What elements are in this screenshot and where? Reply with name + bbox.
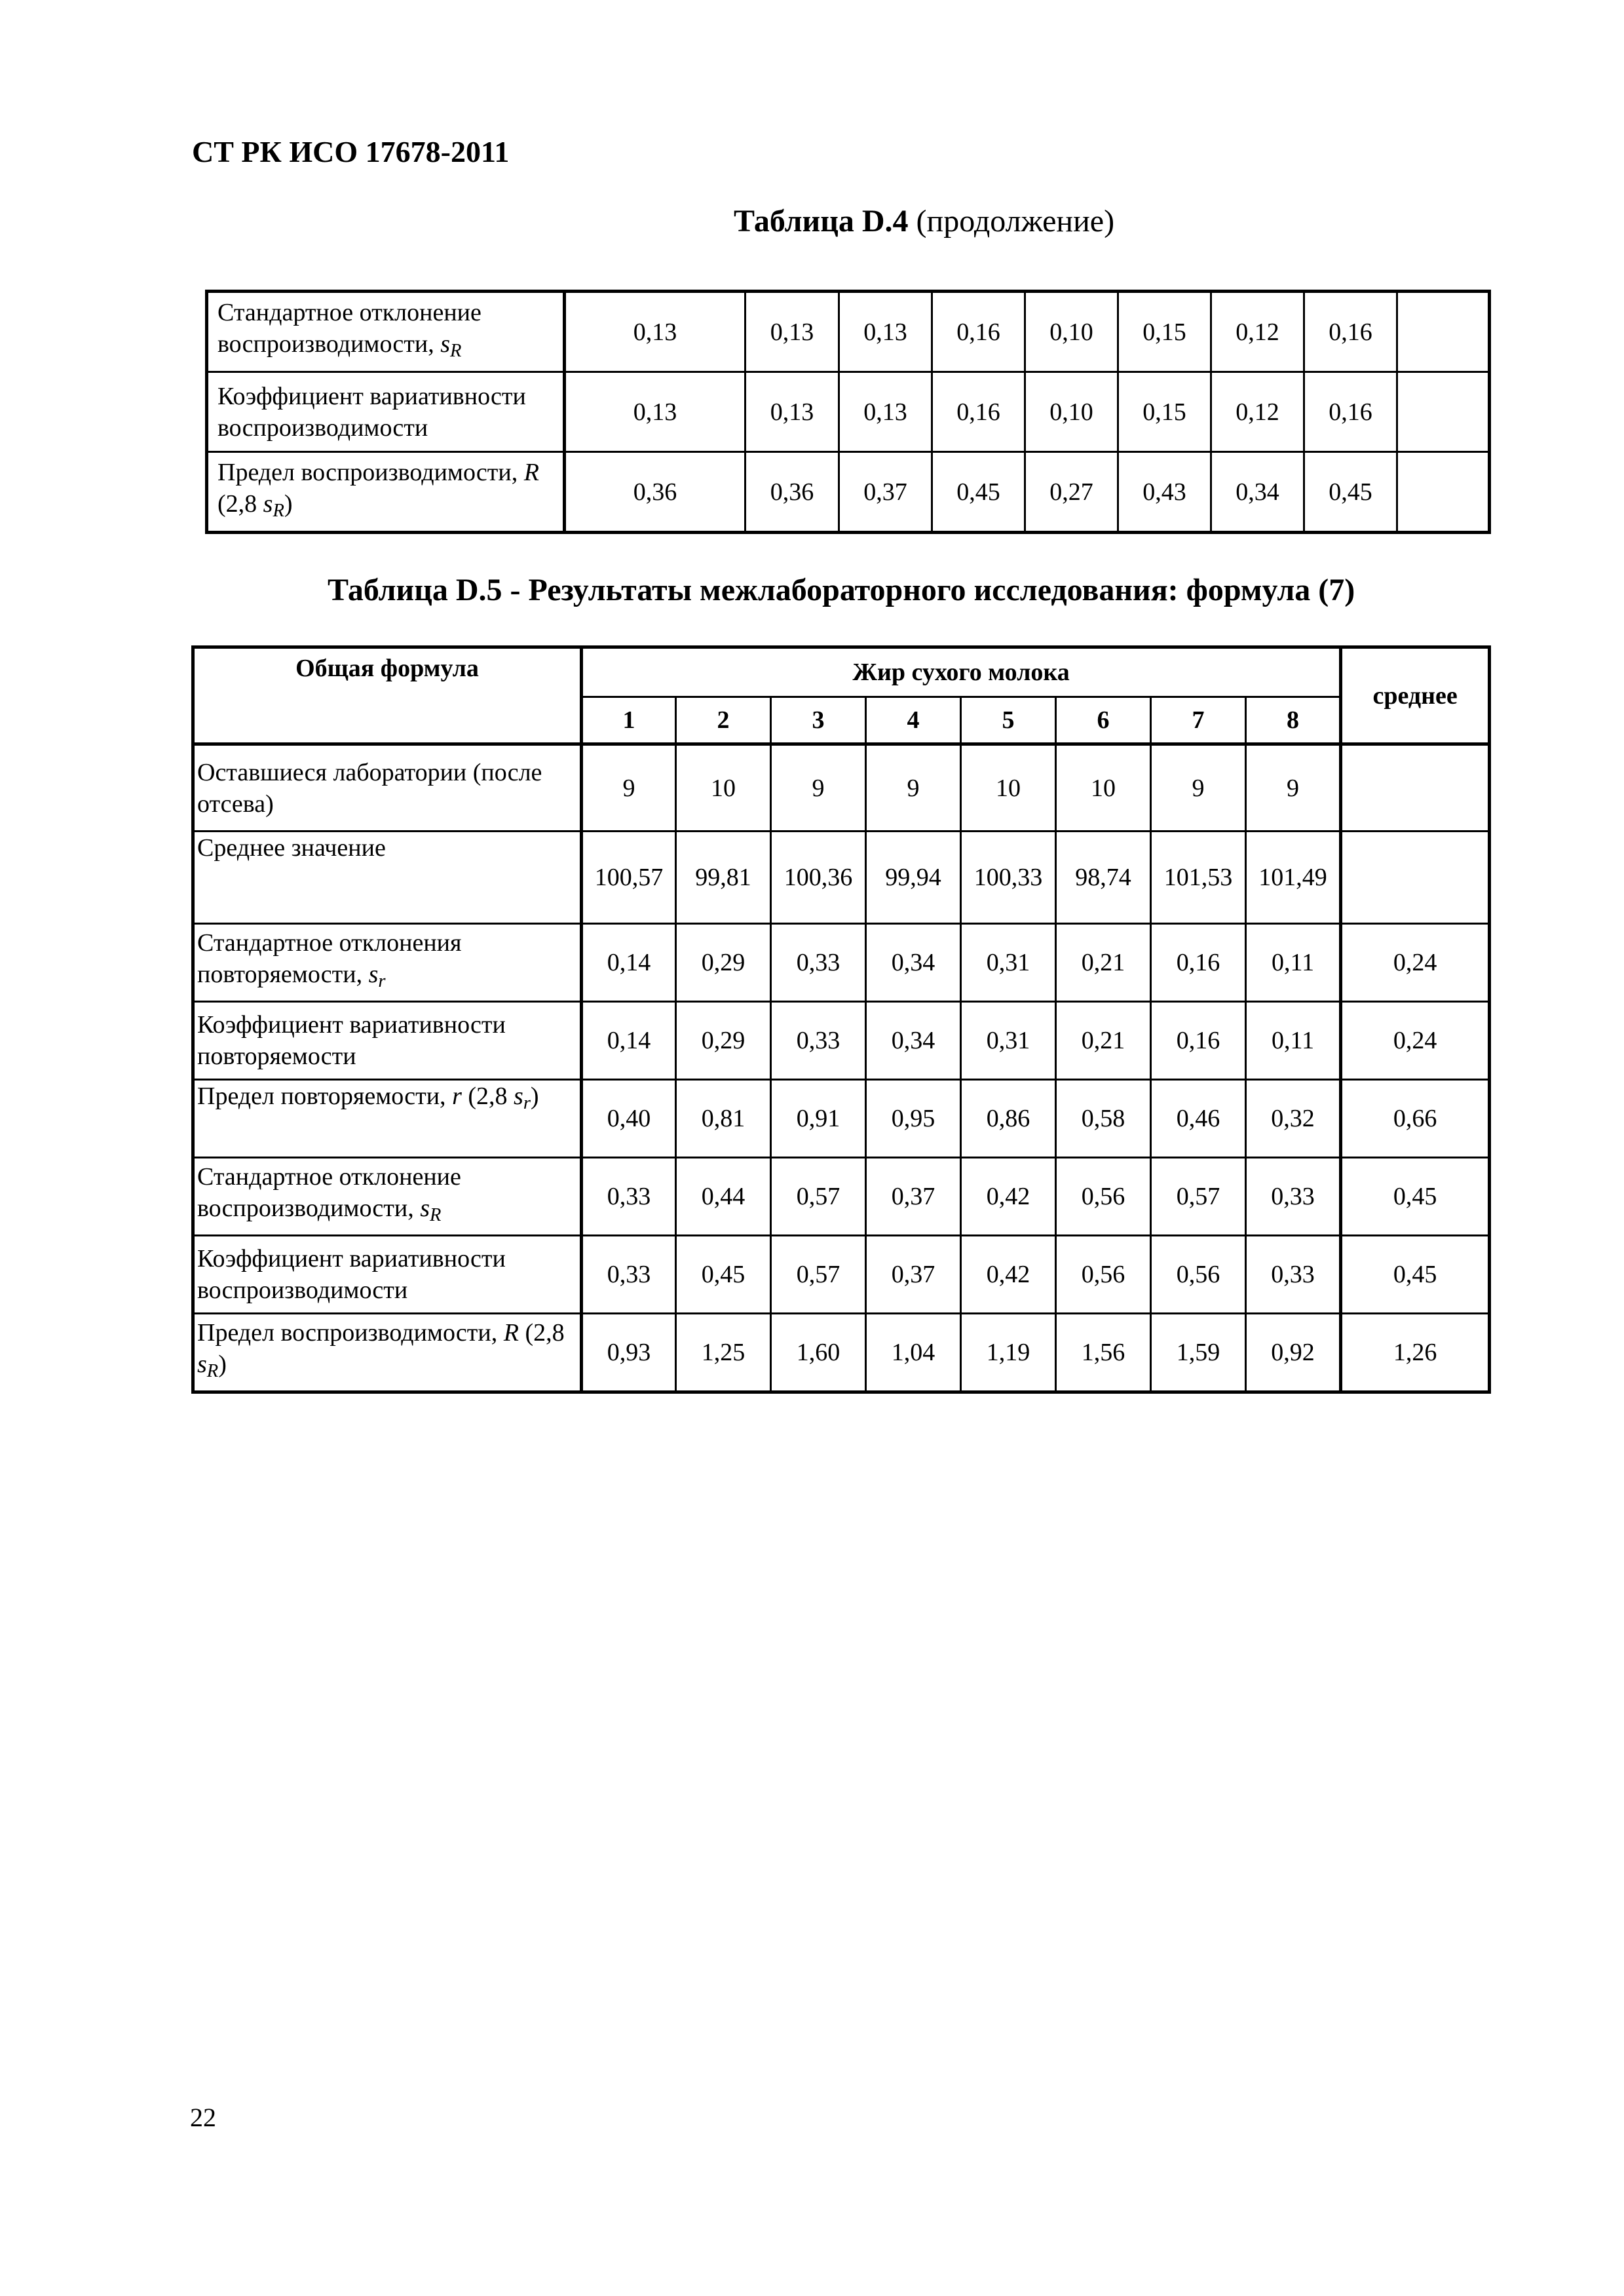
table-cell: 0,10 xyxy=(1025,372,1118,452)
table-cell: 0,16 xyxy=(932,292,1025,372)
table-cell xyxy=(1341,744,1490,832)
table-cell: 0,34 xyxy=(866,924,961,1002)
table-cell: 0,92 xyxy=(1246,1314,1341,1392)
table-cell: 0,57 xyxy=(771,1236,866,1314)
column-header: 8 xyxy=(1246,697,1341,744)
table-cell: 0,29 xyxy=(676,924,771,1002)
table-cell: 0,34 xyxy=(866,1002,961,1080)
table-cell: 0,13 xyxy=(565,372,746,452)
table-cell: 0,37 xyxy=(866,1236,961,1314)
table-cell: 0,14 xyxy=(582,1002,676,1080)
table-cell: 0,33 xyxy=(582,1236,676,1314)
column-header: 5 xyxy=(961,697,1056,744)
column-header: 4 xyxy=(866,697,961,744)
table-cell: 98,74 xyxy=(1056,832,1151,924)
table-cell: 0,34 xyxy=(1211,452,1304,533)
row-label: Коэффициент вариативности повторяемости xyxy=(193,1002,582,1080)
column-header: 7 xyxy=(1151,697,1246,744)
table-cell: 0,33 xyxy=(1246,1158,1341,1236)
table-cell: 0,16 xyxy=(1151,924,1246,1002)
table-cell xyxy=(1397,452,1490,533)
table-cell: 101,49 xyxy=(1246,832,1341,924)
table-cell: 0,42 xyxy=(961,1158,1056,1236)
table-d4-caption xyxy=(734,203,1114,239)
table-cell: 0,81 xyxy=(676,1080,771,1158)
table-cell: 0,56 xyxy=(1056,1158,1151,1236)
table-cell: 0,37 xyxy=(866,1158,961,1236)
table-cell: 0,13 xyxy=(565,292,746,372)
table-row xyxy=(193,1080,1490,1158)
table-cell: 0,36 xyxy=(746,452,839,533)
table-cell: 100,33 xyxy=(961,832,1056,924)
table-cell: 0,16 xyxy=(1304,372,1397,452)
row-label: Коэффициент вариативности воспроизводимости xyxy=(193,1236,582,1314)
table-cell: 0,36 xyxy=(565,452,746,533)
row-label: Стандартное отклонения повторяемости, $s_r$ xyxy=(193,924,582,1002)
table-cell: 0,13 xyxy=(839,292,932,372)
table-cell: 1,59 xyxy=(1151,1314,1246,1392)
table-cell: 99,94 xyxy=(866,832,961,924)
column-header-formula: Общая формула xyxy=(193,647,582,744)
table-cell: 0,56 xyxy=(1056,1236,1151,1314)
table-cell: 0,13 xyxy=(839,372,932,452)
table-cell: 1,56 xyxy=(1056,1314,1151,1392)
table-cell xyxy=(1397,372,1490,452)
table-cell: 9 xyxy=(1246,744,1341,832)
table-cell: 0,16 xyxy=(932,372,1025,452)
table-d5-caption: Таблица D.5 - Результаты межлабораторного исследования: формула (7) xyxy=(328,573,1355,607)
column-header-mean: среднее xyxy=(1341,647,1490,744)
table-cell: 0,45 xyxy=(676,1236,771,1314)
table-cell: 0,13 xyxy=(746,292,839,372)
row-label: Коэффициент вариативности воспроизводимости xyxy=(207,372,565,452)
table-cell: 0,33 xyxy=(771,1002,866,1080)
table-cell: 0,27 xyxy=(1025,452,1118,533)
table-cell: 101,53 xyxy=(1151,832,1246,924)
table-cell xyxy=(1397,292,1490,372)
table-row xyxy=(193,1158,1490,1236)
table-cell: 0,45 xyxy=(1341,1158,1490,1236)
table-cell: 0,43 xyxy=(1118,452,1211,533)
table-cell: 0,91 xyxy=(771,1080,866,1158)
table-d4 xyxy=(205,290,1491,534)
row-label: Предел воспроизводимости, R (2,8 $s_R$) xyxy=(207,452,565,533)
table-cell: 0,95 xyxy=(866,1080,961,1158)
table-cell: 0,21 xyxy=(1056,924,1151,1002)
table-cell: 0,33 xyxy=(1246,1236,1341,1314)
table-cell: 0,14 xyxy=(582,924,676,1002)
row-label: Стандартное отклонение воспроизводимости, $s_R$ xyxy=(193,1158,582,1236)
table-cell: 0,24 xyxy=(1341,1002,1490,1080)
table-cell: 100,57 xyxy=(582,832,676,924)
table-cell: 0,11 xyxy=(1246,924,1341,1002)
table-cell xyxy=(1341,832,1490,924)
table-cell: 0,44 xyxy=(676,1158,771,1236)
table-cell: 9 xyxy=(582,744,676,832)
table-cell: 9 xyxy=(866,744,961,832)
table-cell: 0,45 xyxy=(932,452,1025,533)
table-cell: 1,26 xyxy=(1341,1314,1490,1392)
table-cell: 99,81 xyxy=(676,832,771,924)
table-cell: 0,16 xyxy=(1151,1002,1246,1080)
table-cell: 0,15 xyxy=(1118,372,1211,452)
table-cell: 9 xyxy=(1151,744,1246,832)
column-header: 1 xyxy=(582,697,676,744)
table-cell: 100,36 xyxy=(771,832,866,924)
page-number: 22 xyxy=(190,2103,216,2132)
row-label: Оставшиеся лаборатории (после отсева) xyxy=(193,744,582,832)
table-d5 xyxy=(191,645,1491,1394)
table-row xyxy=(193,1002,1490,1080)
table-cell: 0,37 xyxy=(839,452,932,533)
table-cell: 0,12 xyxy=(1211,372,1304,452)
table-cell: 0,57 xyxy=(771,1158,866,1236)
table-d4-caption-note: (продолжение) xyxy=(916,204,1115,239)
table-cell: 0,21 xyxy=(1056,1002,1151,1080)
table-row xyxy=(193,1314,1490,1392)
table-cell: 0,45 xyxy=(1304,452,1397,533)
table-row xyxy=(193,832,1490,924)
table-cell: 0,31 xyxy=(961,924,1056,1002)
row-label: Стандартное отклонение воспроизводимости, $s_R$ xyxy=(207,292,565,372)
table-cell: 0,56 xyxy=(1151,1236,1246,1314)
table-cell: 0,33 xyxy=(582,1158,676,1236)
table-cell: 0,42 xyxy=(961,1236,1056,1314)
row-label: Предел воспроизводимости, R (2,8 $s_R$) xyxy=(193,1314,582,1392)
table-cell: 0,40 xyxy=(582,1080,676,1158)
column-group-header: Жир сухого молока xyxy=(582,647,1341,697)
row-label: Среднее значение xyxy=(193,832,582,924)
table-cell: 10 xyxy=(676,744,771,832)
document-code: СТ РК ИСО 17678-2011 xyxy=(192,135,510,168)
table-cell: 9 xyxy=(771,744,866,832)
table-cell: 0,24 xyxy=(1341,924,1490,1002)
table-row xyxy=(193,744,1490,832)
table-cell: 0,10 xyxy=(1025,292,1118,372)
table-cell: 10 xyxy=(961,744,1056,832)
table-cell: 0,16 xyxy=(1304,292,1397,372)
column-header: 6 xyxy=(1056,697,1151,744)
table-cell: 0,93 xyxy=(582,1314,676,1392)
table-row xyxy=(207,372,1490,452)
table-cell: 0,29 xyxy=(676,1002,771,1080)
table-row xyxy=(193,1236,1490,1314)
table-cell: 1,60 xyxy=(771,1314,866,1392)
table-cell: 1,19 xyxy=(961,1314,1056,1392)
table-cell: 0,31 xyxy=(961,1002,1056,1080)
table-cell: 0,33 xyxy=(771,924,866,1002)
table-cell: 0,58 xyxy=(1056,1080,1151,1158)
table-cell: 0,66 xyxy=(1341,1080,1490,1158)
table-cell: 0,12 xyxy=(1211,292,1304,372)
table-cell: 10 xyxy=(1056,744,1151,832)
table-cell: 0,13 xyxy=(746,372,839,452)
column-header: 3 xyxy=(771,697,866,744)
table-row xyxy=(207,292,1490,372)
header-row xyxy=(193,647,1490,697)
table-cell: 0,46 xyxy=(1151,1080,1246,1158)
table-cell: 0,86 xyxy=(961,1080,1056,1158)
table-cell: 1,25 xyxy=(676,1314,771,1392)
table-cell: 0,32 xyxy=(1246,1080,1341,1158)
table-row xyxy=(193,924,1490,1002)
table-cell: 0,57 xyxy=(1151,1158,1246,1236)
column-header: 2 xyxy=(676,697,771,744)
row-label: Предел повторяемости, r (2,8 $s_r$) xyxy=(193,1080,582,1158)
table-cell: 0,11 xyxy=(1246,1002,1341,1080)
table-d4-caption-title: Таблица D.4 xyxy=(734,204,909,239)
table-cell: 1,04 xyxy=(866,1314,961,1392)
table-cell: 0,45 xyxy=(1341,1236,1490,1314)
table-row xyxy=(207,452,1490,533)
table-cell: 0,15 xyxy=(1118,292,1211,372)
